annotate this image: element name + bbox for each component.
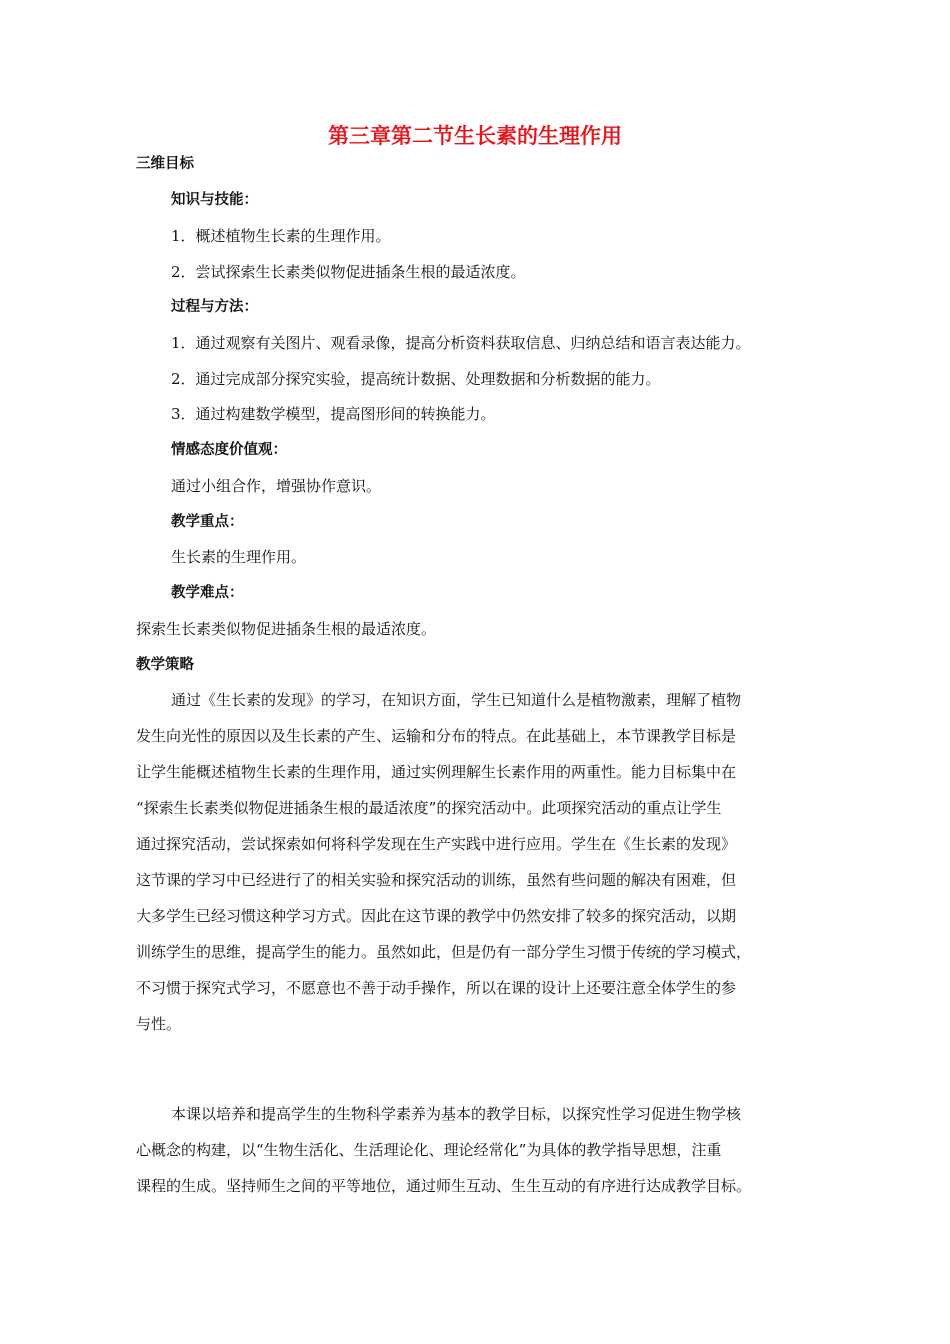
paragraph-line: 心概念的构建，以“生物生活化、生活理论化、理论经常化”为具体的教学指导思想，注重 — [136, 1141, 722, 1159]
paragraph-line: 本课以培养和提高学生的生物科学素养为基本的教学目标，以探究性学习促进生物学核 — [171, 1105, 742, 1123]
knowledge-item: 2．尝试探索生长素类似物促进插条生根的最适浓度。 — [171, 263, 526, 281]
heading-knowledge: 知识与技能： — [171, 192, 258, 208]
heading-key-point: 教学重点： — [171, 514, 244, 530]
paragraph-line: 通过《生长素的发现》的学习，在知识方面，学生已知道什么是植物激素，理解了植物 — [171, 691, 742, 709]
process-item: 3．通过构建数学模型，提高图形间的转换能力。 — [171, 405, 496, 423]
heading-attitude: 情感态度价值观： — [171, 442, 287, 458]
process-item: 2．通过完成部分探究实验，提高统计数据、处理数据和分析数据的能力。 — [171, 370, 661, 388]
strategy-paragraph-2 — [136, 1104, 816, 1214]
paragraph-line: 让学生能概述植物生长素的生理作用，通过实例理解生长素作用的两重性。能力目标集中在 — [136, 763, 737, 781]
heading-process: 过程与方法： — [171, 299, 258, 315]
paragraph-line: 这节课的学习中已经进行了的相关实验和探究活动的训练，虽然有些问题的解决有困难，但 — [136, 871, 737, 889]
process-item: 1．通过观察有关图片、观看录像，提高分析资料获取信息、归纳总结和语言表达能力。 — [171, 334, 751, 352]
paragraph-line: 课程的生成。坚持师生之间的平等地位，通过师生互动、生生互动的有序进行达成教学目标。 — [136, 1177, 752, 1195]
paragraph-line: 通过探究活动，尝试探索如何将科学发现在生产实践中进行应用。学生在《生长素的发现》 — [136, 835, 737, 853]
strategy-paragraph-1 — [136, 690, 816, 1070]
paragraph-line: 大多学生已经习惯这种学习方式。因此在这节课的教学中仍然安排了较多的探究活动，以期 — [136, 907, 737, 925]
key-point-text: 生长素的生理作用。 — [171, 548, 307, 566]
heading-strategy: 教学策略 — [136, 657, 194, 673]
knowledge-item: 1．概述植物生长素的生理作用。 — [171, 227, 391, 245]
paragraph-line: 发生向光性的原因以及生长素的产生、运输和分布的特点。在此基础上，本节课教学目标是 — [136, 727, 737, 745]
difficulty-text: 探索生长素类似物促进插条生根的最适浓度。 — [136, 620, 437, 638]
paragraph-line: 不习惯于探究式学习，不愿意也不善于动手操作，所以在课的设计上还要注意全体学生的参 — [136, 979, 737, 997]
paragraph-line: 训练学生的思维，提高学生的能力。虽然如此，但是仍有一部分学生习惯于传统的学习模式， — [136, 943, 752, 961]
heading-difficulty: 教学难点： — [171, 585, 244, 601]
attitude-text: 通过小组合作，增强协作意识。 — [171, 477, 382, 495]
paragraph-line: 与性。 — [136, 1015, 182, 1033]
heading-sanwei: 三维目标 — [136, 156, 194, 172]
page-title: 第三章第二节生长素的生理作用 — [328, 124, 622, 148]
paragraph-line: “探索生长素类似物促进插条生根的最适浓度”的探究活动中。此项探究活动的重点让学生 — [136, 799, 722, 817]
